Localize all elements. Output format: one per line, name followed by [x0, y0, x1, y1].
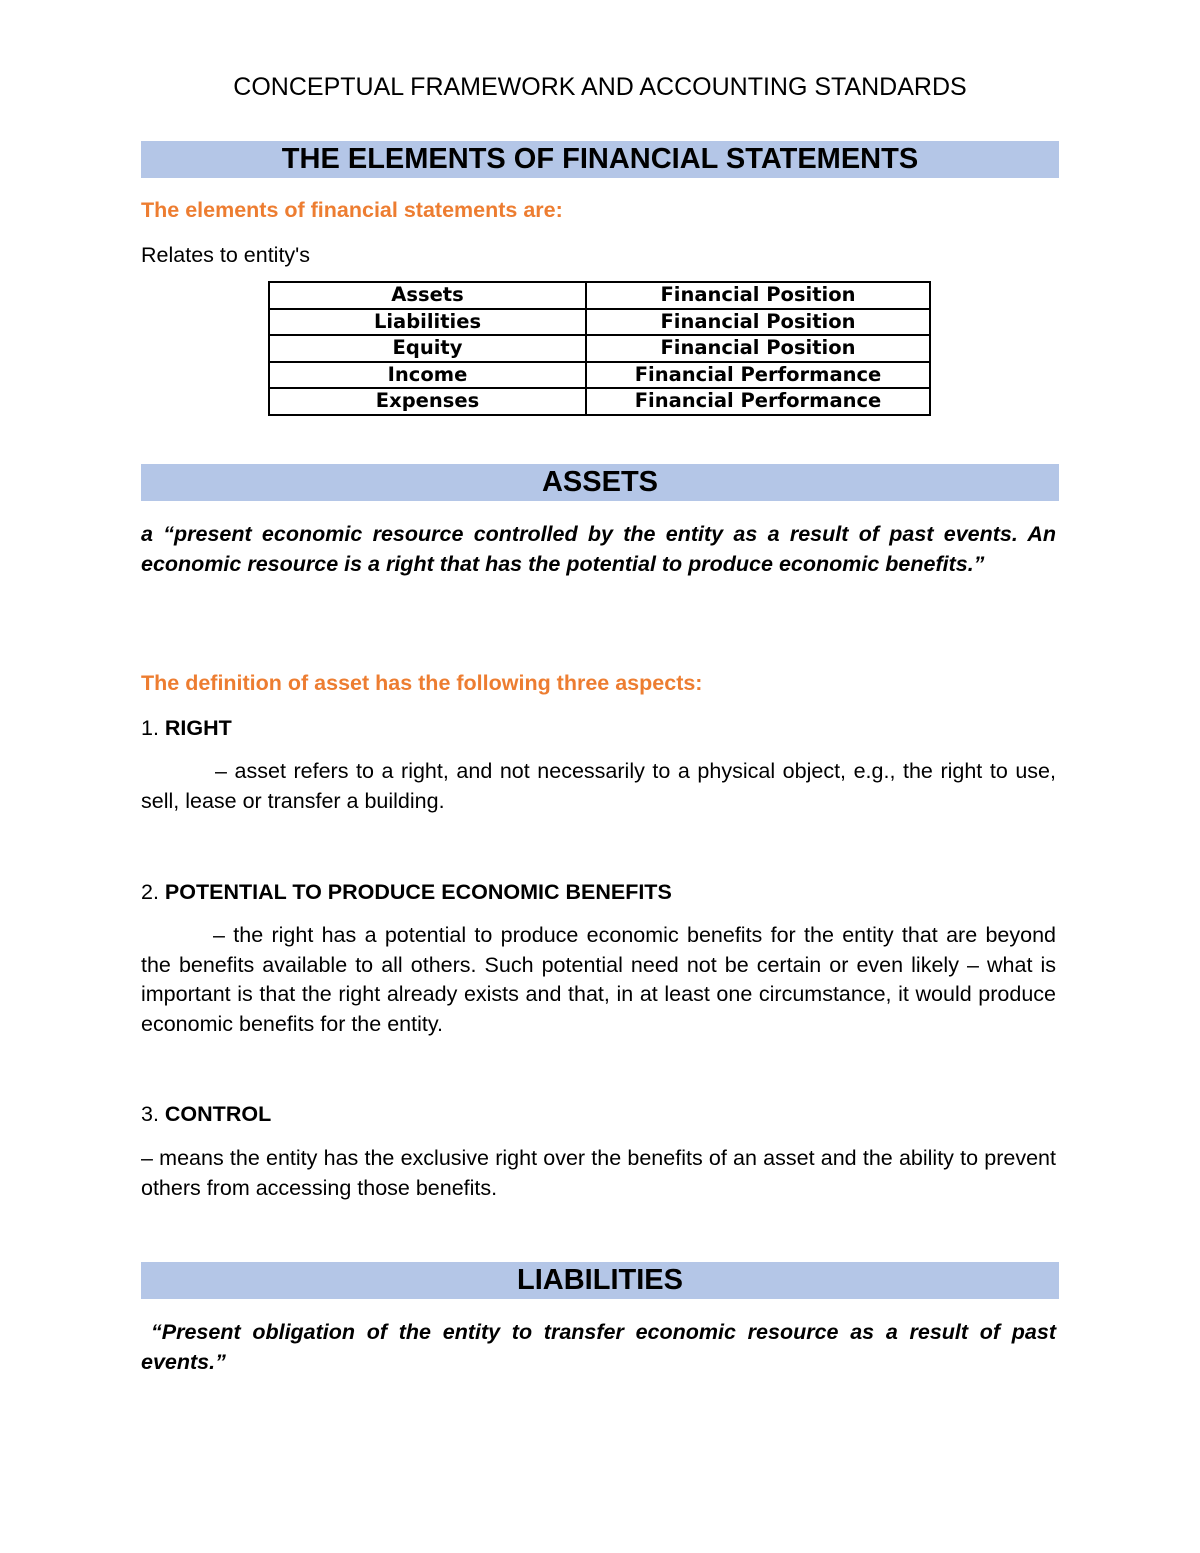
- relates-to-cell: Financial Position: [586, 282, 930, 309]
- relates-to-text: Relates to entity's: [141, 243, 311, 267]
- aspect-description-potential: – the right has a potential to produce economic benefits for the entity that are beyond the benefits available to all others. Such potential need not be certain or even likely – what is important is that the right already exists and that, in at least one circumstance, it would produce economic benefits for the entity.: [141, 923, 1056, 1036]
- relates-to-cell: Financial Performance: [586, 362, 930, 389]
- aspect-description-right: – asset refers to a right, and not necessarily to a physical object, e.g., the right to use, sell, lease or transfer a building.: [141, 759, 1056, 813]
- aspect-description-control: – means the entity has the exclusive right over the benefits of an asset and the ability to prevent others from accessing those benefits.: [141, 1146, 1056, 1200]
- element-cell: Liabilities: [269, 309, 586, 336]
- aspect-number: 3.: [141, 1102, 165, 1126]
- table-row: [269, 362, 930, 389]
- liability-definition: “Present obligation of the entity to transfer economic resource as a result of past events.”: [141, 1320, 1056, 1374]
- aspect-heading-potential: [141, 877, 672, 907]
- asset-aspects-heading: The definition of asset has the following three aspects:: [141, 671, 703, 695]
- section-banner-assets: ASSETS: [141, 464, 1059, 501]
- table-row: [269, 388, 930, 415]
- aspect-heading-right: [141, 713, 232, 743]
- aspect-number: 2.: [141, 880, 165, 904]
- aspect-title: CONTROL: [164, 1102, 272, 1126]
- element-cell: Expenses: [269, 388, 586, 415]
- table-row: [269, 282, 930, 309]
- relates-to-cell: Financial Position: [586, 335, 930, 362]
- element-cell: Income: [269, 362, 586, 389]
- aspect-title: POTENTIAL TO PRODUCE ECONOMIC BENEFITS: [164, 880, 672, 904]
- table-row: [269, 309, 930, 336]
- elements-table: [268, 281, 931, 416]
- element-cell: Equity: [269, 335, 586, 362]
- elements-intro-heading: The elements of financial statements are:: [141, 198, 563, 222]
- asset-definition: a “present economic resource controlled by the entity as a result of past events. An economic resource is a right that has the potential to produce economic benefits.”: [141, 522, 1056, 576]
- element-cell: Assets: [269, 282, 586, 309]
- aspect-number: 1.: [141, 716, 165, 740]
- relates-to-cell: Financial Performance: [586, 388, 930, 415]
- relates-to-cell: Financial Position: [586, 309, 930, 336]
- table-row: [269, 335, 930, 362]
- document-title: CONCEPTUAL FRAMEWORK AND ACCOUNTING STANDARDS: [233, 73, 967, 101]
- section-banner-liabilities: LIABILITIES: [141, 1262, 1059, 1299]
- aspect-title: RIGHT: [164, 716, 232, 740]
- section-banner-elements: THE ELEMENTS OF FINANCIAL STATEMENTS: [141, 141, 1059, 178]
- aspect-heading-control: [141, 1099, 271, 1129]
